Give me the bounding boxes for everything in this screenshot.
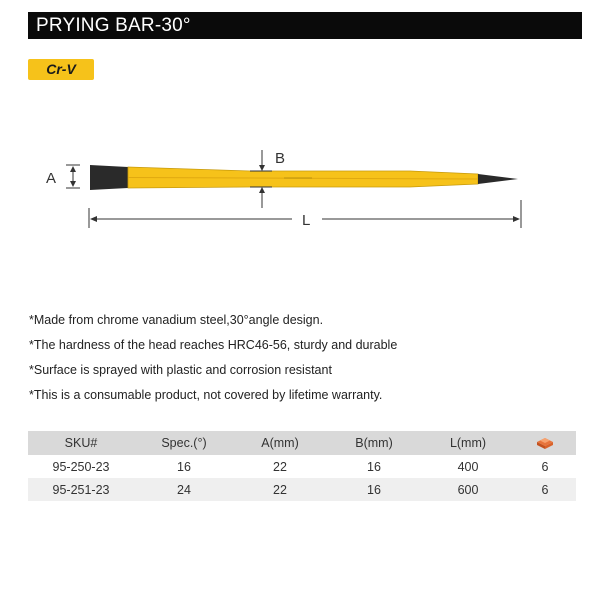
pointed-tip [478,174,518,184]
cell-sku: 95-251-23 [28,478,134,501]
dimension-l [89,200,521,229]
material-badge-label: Cr-V [46,61,76,77]
table-header-row [28,431,576,455]
page-title-text: PRYING BAR-30° [36,15,191,36]
cell-pack: 6 [541,459,549,474]
dimension-b-label: B [275,150,286,167]
feature-item: *This is a consumable product, not covered by lifetime warranty. [29,388,383,402]
chisel-head [90,165,128,190]
cell-spec: 24 [134,478,234,501]
header-b: B(mm) [326,431,422,455]
header-pack [514,431,576,455]
box-pack-icon [536,436,554,450]
feature-item: *Made from chrome vanadium steel,30°angle design. [29,313,324,327]
feature-item: *Surface is sprayed with plastic and corrosion resistant [29,363,332,377]
cell-b: 16 [326,478,422,501]
cell-b: 16 [367,459,381,474]
prying-bar-diagram [0,140,600,240]
header-l: L(mm) [422,431,514,455]
cell-pack: 6 [514,478,576,501]
cell-l: 400 [457,459,479,474]
dimension-l-label: L [302,212,311,229]
table-row [28,455,576,478]
prying-bar-body [90,165,518,190]
feature-list [29,308,589,408]
header-a: A(mm) [234,431,326,455]
feature-item: *The hardness of the head reaches HRC46-56, sturdy and durable [29,338,398,352]
cell-spec: 16 [177,459,191,474]
cell-a: 22 [273,459,287,474]
dimension-a-label: A [46,170,57,187]
header-spec: Spec.(°) [134,431,234,455]
table-row [28,478,576,501]
cell-sku: 95-250-23 [52,459,110,474]
header-sku: SKU# [28,431,134,455]
dimension-a [46,165,80,188]
cell-a: 22 [234,478,326,501]
material-badge [28,59,94,80]
page-title [28,12,582,39]
spec-table [28,431,576,501]
cell-l: 600 [422,478,514,501]
